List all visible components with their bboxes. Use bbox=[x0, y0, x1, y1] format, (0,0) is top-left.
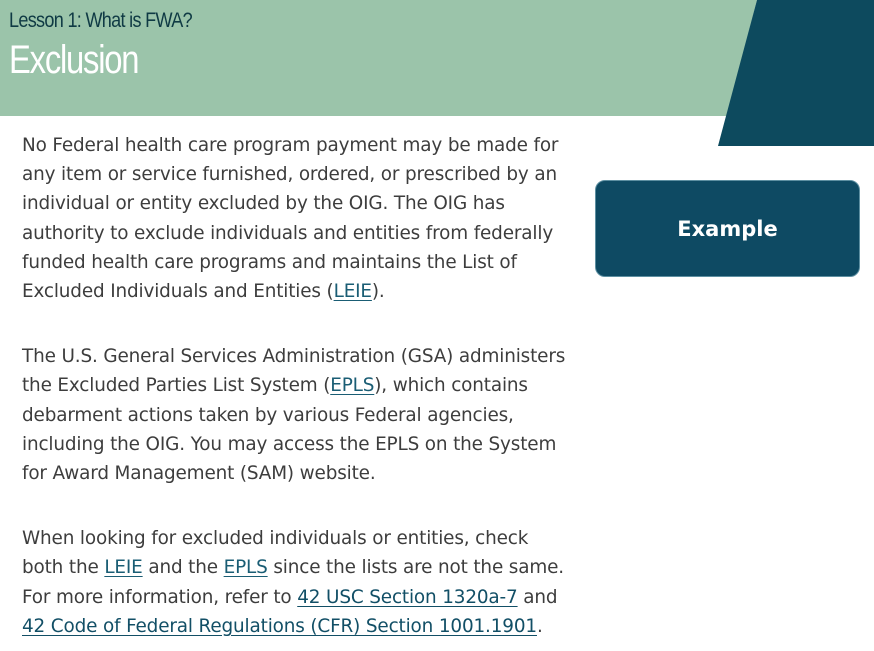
lesson-header bbox=[0, 0, 874, 116]
epls-link[interactable]: EPLS bbox=[223, 557, 268, 579]
paragraph-text: and bbox=[517, 586, 558, 608]
paragraph-epls bbox=[22, 342, 570, 488]
page-title: Exclusion bbox=[9, 38, 139, 82]
paragraph-text: No Federal health care program payment may be made for any item or service furnished, ordered, or prescribed by an individual or entity excluded by the OIG. The OIG has authority to exclude individuals and entities from federally funded health care programs and maintains the List of Excluded Individuals and Entities ( bbox=[22, 135, 559, 303]
example-button[interactable]: Example bbox=[595, 180, 860, 277]
lesson-content bbox=[22, 131, 570, 641]
paragraph-text: ), which contains debarment actions taken by various Federal agencies, including the OIG. You may access the EPLS on the System for Award Management (SAM) website. bbox=[22, 375, 557, 485]
paragraph-text: When looking for excluded individuals or entities, check both the bbox=[22, 528, 529, 579]
paragraph-text: ). bbox=[371, 281, 385, 303]
lesson-title: Lesson 1: What is FWA? bbox=[9, 9, 192, 32]
leie-link[interactable]: LEIE bbox=[104, 557, 143, 579]
epls-link[interactable]: EPLS bbox=[330, 375, 375, 397]
paragraph-leie bbox=[22, 131, 570, 306]
leie-link[interactable]: LEIE bbox=[333, 281, 372, 303]
paragraph-check-lists bbox=[22, 524, 570, 641]
paragraph-text: The U.S. General Services Administration (GSA) administers the Excluded Parties List System ( bbox=[22, 346, 566, 397]
paragraph-text: and the bbox=[142, 557, 224, 579]
paragraph-text: since the lists are not the same. For more information, refer to bbox=[22, 557, 564, 608]
cfr-section-link[interactable]: 42 Code of Federal Regulations (CFR) Section 1001.1901 bbox=[22, 615, 537, 637]
usc-section-link[interactable]: 42 USC Section 1320a-7 bbox=[297, 586, 518, 608]
paragraph-text: . bbox=[536, 615, 543, 637]
